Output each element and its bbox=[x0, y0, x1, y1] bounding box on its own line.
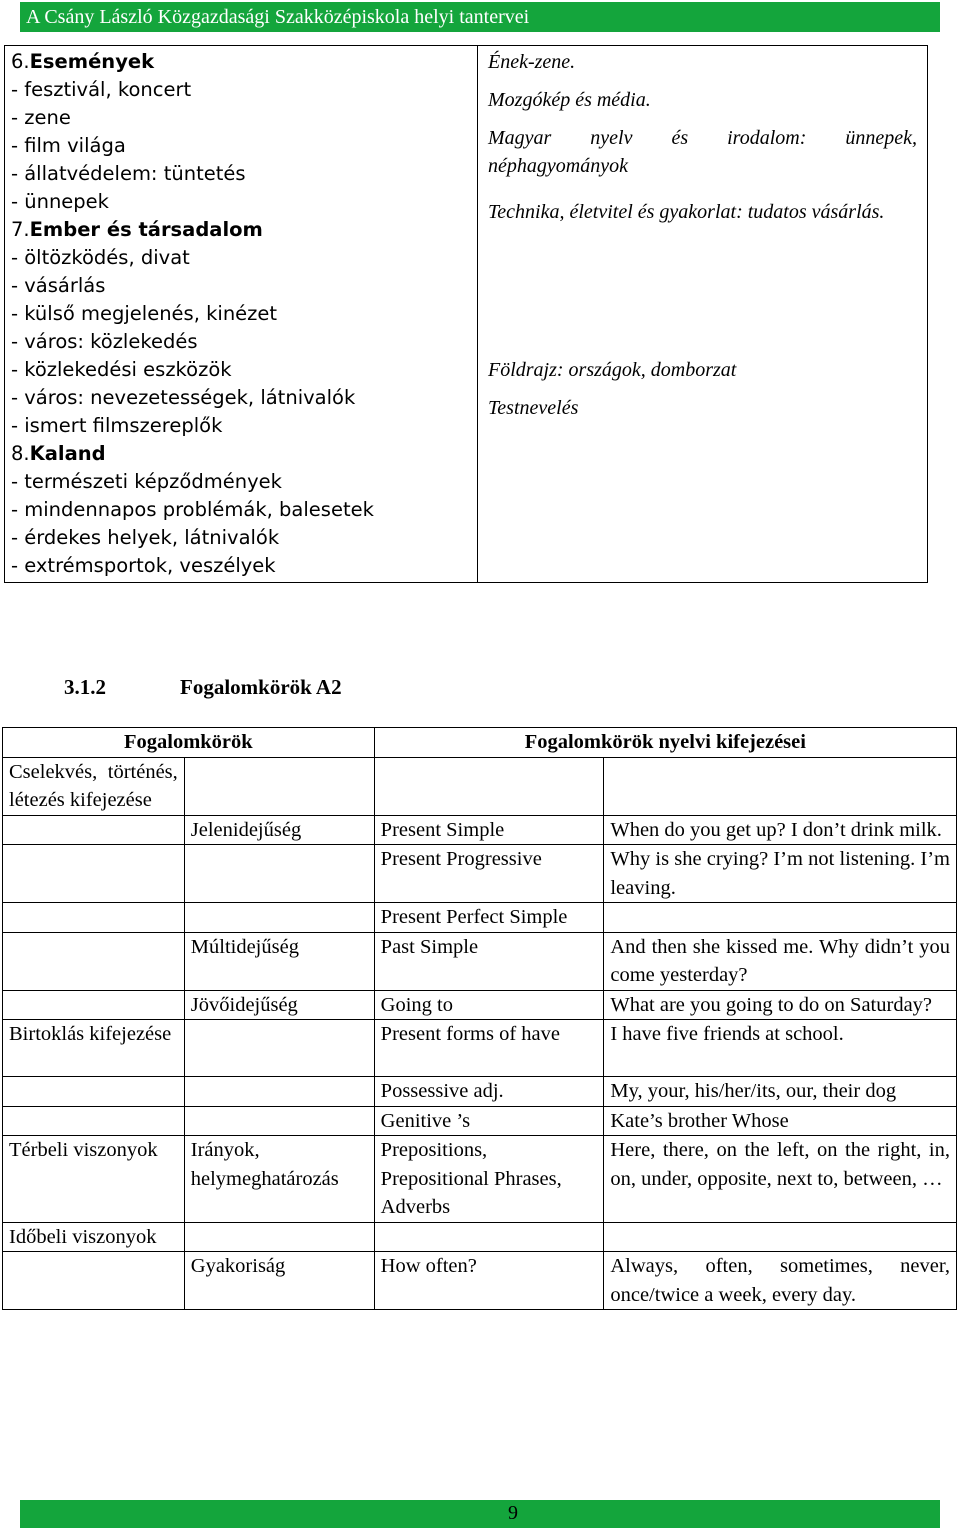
structure-cell: Going to bbox=[374, 990, 604, 1020]
table-header-row bbox=[3, 728, 957, 758]
example-cell bbox=[604, 757, 957, 815]
category-cell bbox=[3, 1077, 185, 1107]
list-item: - extrémsportok, veszélyek bbox=[11, 554, 276, 577]
section-heading bbox=[64, 675, 342, 700]
subject-paragraph: Technika, életvitel és gyakorlat: tudatos vásárlás. bbox=[488, 201, 885, 223]
category-cell: Időbeli viszonyok bbox=[3, 1222, 185, 1252]
subcategory-cell bbox=[184, 845, 374, 903]
list-item: - ünnepek bbox=[11, 190, 109, 213]
table-row bbox=[3, 932, 957, 990]
list-item: - állatvédelem: tüntetés bbox=[11, 162, 246, 185]
concepts-table bbox=[2, 727, 957, 1310]
header-cell: Fogalomkörök nyelvi kifejezései bbox=[374, 728, 956, 758]
structure-cell: How often? bbox=[374, 1252, 604, 1310]
structure-cell: Present forms of have bbox=[374, 1020, 604, 1077]
table-row bbox=[3, 1020, 957, 1077]
structure-cell bbox=[374, 757, 604, 815]
subcategory-cell: Jelenidejűség bbox=[184, 815, 374, 845]
subcategory-cell bbox=[184, 1077, 374, 1107]
list-item: - természeti képződmények bbox=[11, 470, 282, 493]
list-item: - film világa bbox=[11, 134, 126, 157]
subcategory-cell: Gyakoriság bbox=[184, 1252, 374, 1310]
section-8-title: Kaland bbox=[29, 442, 106, 465]
subject-paragraph: Földrajz: országok, domborzat bbox=[488, 359, 737, 381]
example-cell: My, your, his/her/its, our, their dog bbox=[604, 1077, 957, 1107]
section-7-title: Ember és társadalom bbox=[29, 218, 263, 241]
list-item: - érdekes helyek, látnivalók bbox=[11, 526, 280, 549]
example-cell: What are you going to do on Saturday? bbox=[604, 990, 957, 1020]
category-cell: Cselekvés, történés, létezés kifejezése bbox=[3, 757, 185, 815]
subcategory-cell bbox=[184, 1106, 374, 1136]
category-cell bbox=[3, 845, 185, 903]
example-cell: Here, there, on the left, on the right, in, on, under, opposite, next to, between, … bbox=[604, 1136, 957, 1223]
section-6-title: Események bbox=[29, 50, 155, 73]
section-title: Fogalomkörök A2 bbox=[180, 675, 342, 699]
structure-cell: Past Simple bbox=[374, 932, 604, 990]
subcategory-cell bbox=[184, 757, 374, 815]
table-row bbox=[3, 757, 957, 815]
structure-cell: Prepositions, Prepositional Phrases, Adverbs bbox=[374, 1136, 604, 1223]
subcategory-cell bbox=[184, 1020, 374, 1077]
list-item: - zene bbox=[11, 106, 71, 129]
topics-table bbox=[4, 45, 928, 583]
header-title: A Csány László Közgazdasági Szakközépiskola helyi tantervei bbox=[26, 6, 530, 28]
example-cell: Why is she crying? I’m not listening. I’m leaving. bbox=[604, 845, 957, 903]
table-row bbox=[3, 1077, 957, 1107]
subject-paragraph: Testnevelés bbox=[488, 397, 579, 419]
subjects-cell bbox=[478, 46, 928, 583]
category-cell bbox=[3, 990, 185, 1020]
table-row bbox=[3, 990, 957, 1020]
table-row bbox=[3, 1252, 957, 1310]
category-cell bbox=[3, 1106, 185, 1136]
example-cell: When do you get up? I don’t drink milk. bbox=[604, 815, 957, 845]
list-item: - fesztivál, koncert bbox=[11, 78, 192, 101]
example-cell bbox=[604, 1222, 957, 1252]
example-cell bbox=[604, 1106, 957, 1136]
list-item: - közlekedési eszközök bbox=[11, 358, 232, 381]
example-text: Kate’s brother Whose bbox=[610, 1109, 789, 1132]
subcategory-cell bbox=[184, 903, 374, 933]
list-item: - ismert filmszereplők bbox=[11, 414, 223, 437]
structure-cell: Genitive ’s bbox=[374, 1106, 604, 1136]
table-row bbox=[3, 1222, 957, 1252]
table-row bbox=[3, 1106, 957, 1136]
table-row bbox=[3, 845, 957, 903]
table-row bbox=[3, 903, 957, 933]
section-8-number: 8. bbox=[11, 442, 30, 465]
list-item: - külső megjelenés, kinézet bbox=[11, 302, 278, 325]
table-row bbox=[3, 815, 957, 845]
subcategory-cell bbox=[184, 1222, 374, 1252]
category-cell bbox=[3, 932, 185, 990]
structure-cell bbox=[374, 1222, 604, 1252]
section-7-number: 7. bbox=[11, 218, 30, 241]
page-footer bbox=[20, 1500, 940, 1528]
page-header bbox=[20, 2, 940, 32]
section-number: 3.1.2 bbox=[64, 675, 106, 699]
category-cell: Térbeli viszonyok bbox=[3, 1136, 185, 1223]
subject-paragraph: Magyar nyelv és irodalom: ünnepek, néphagyományok bbox=[488, 127, 917, 177]
category-cell bbox=[3, 903, 185, 933]
category-cell: Birtoklás kifejezése bbox=[3, 1020, 185, 1077]
category-cell bbox=[3, 1252, 185, 1310]
section-6-number: 6. bbox=[11, 50, 30, 73]
structure-cell: Possessive adj. bbox=[374, 1077, 604, 1107]
list-item: - öltözködés, divat bbox=[11, 246, 190, 269]
subcategory-cell: Múltidejűség bbox=[184, 932, 374, 990]
structure-cell: Present Progressive bbox=[374, 845, 604, 903]
example-cell: I have five friends at school. bbox=[604, 1020, 957, 1077]
subcategory-cell: Jövőidejűség bbox=[184, 990, 374, 1020]
structure-cell: Present Perfect Simple bbox=[374, 903, 604, 933]
header-cell: Fogalomkörök bbox=[3, 728, 375, 758]
list-item: - mindennapos problémák, balesetek bbox=[11, 498, 374, 521]
example-cell: Always, often, sometimes, never, once/twice a week, every day. bbox=[604, 1252, 957, 1310]
page-number: 9 bbox=[508, 1502, 518, 1524]
category-cell bbox=[3, 815, 185, 845]
example-cell bbox=[604, 903, 957, 933]
subcategory-cell: Irányok, helymeghatározás bbox=[184, 1136, 374, 1223]
list-item: - vásárlás bbox=[11, 274, 106, 297]
table-row bbox=[3, 1136, 957, 1223]
example-cell: And then she kissed me. Why didn’t you come yesterday? bbox=[604, 932, 957, 990]
list-item: - város: közlekedés bbox=[11, 330, 198, 353]
subject-paragraph: Ének-zene. bbox=[488, 51, 576, 73]
topics-cell bbox=[5, 46, 478, 583]
structure-cell: Present Simple bbox=[374, 815, 604, 845]
list-item: - város: nevezetességek, látnivalók bbox=[11, 386, 356, 409]
subject-paragraph: Mozgókép és média. bbox=[488, 89, 651, 111]
